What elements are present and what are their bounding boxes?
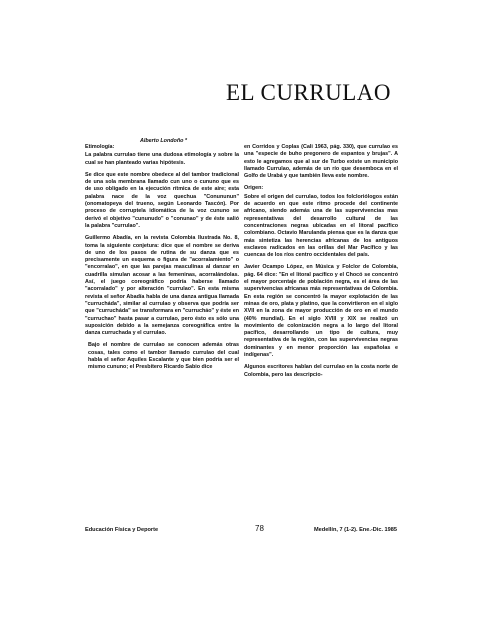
page-number: 78 bbox=[255, 524, 264, 533]
paragraph: Sobre el origen del currulao, todos los folcloriólogos están de acuerdo en que este ritmo procede del continente africano, siendo además una de las supervivencias mas representativas del desarrollo cultural de las concentraciones negras ubicadas en el litoral pacífico colombiano. Octavio Marulanda piensa que es la danza que más sintetiza las herencias africanas de los antiguos esclavos radicados en las orillas del Mar Pacífico y las cuencas de los ríos centro occidentales del país. bbox=[244, 193, 398, 259]
paragraph: en Corridos y Coplas (Cali 1963, pág. 330), que currulao es una "especie de buho pregonero de espantos y brujas". A esto le agregamos que al sur de Turbo existe un municipio llamado Currulao, además de un río que desemboca en el Golfo de Urabá y que también lleva este nombre. bbox=[244, 144, 398, 180]
paragraph: Javier Ocampo López, en Música y Folclor de Colombia, pág. 64 dice: "En el litoral pacífico y el Chocó se concentró el mayor porcentaje de población negra, es el área de las supervivencias africanas más representativas de Colombia. En esta región se concentró la mayor explotación de las minas de oro, plata y platino, que la convirtieron en el siglo XVII en la zona de mayor producción de oro en el mundo (40% mundial). En el siglo XVIII y XIX se realizó un movimiento de colonización negra a lo largo del litoral pacífico, desarrollando un tipo de cultura, muy representativa de la región, con las supervivencias negras dominantes y en menor proporción las españolas e indígenas". bbox=[244, 264, 398, 359]
section-heading: Origen: bbox=[244, 185, 264, 192]
left-column bbox=[85, 144, 239, 377]
article-title: EL CURRULAO bbox=[226, 80, 392, 105]
section-heading: Etimología: bbox=[85, 144, 115, 150]
paragraph: Guillermo Abadía, en la revista Colombia Ilustrada No. 8, toma la siguiente conjetura: dice que el nombre se deriva de uno de los pasos de rutina de su danza que es precisamente un esquema o figura de "acorralamiento" o "encorralao", en que las parejas masculinas al danzar en cuadrilla simulan acosar a las femeninas, acorralándolas. Así, el juego coreográfico podría haberse llamado "acorralado" y por alteración "currulao". En esta misma revista el señor Abadía habla de una danza antigua llamada "currucháda", similar al currulao y observa que podría ser que "currucháda" se transformara en "currucháo" y éste en "curruchao" hasta pasar a currulao, pero ésto es sólo una suposición debido a la semejanza coreográfica entre la danza curruchada y el currulao. bbox=[85, 235, 239, 337]
issue-info: Medellín, 7 (1-2). Ene.-Dic. 1985 bbox=[314, 527, 398, 533]
paragraph: Bajo el nombre de currulao se conocen además otras cosas, tales como el tambor llamado currulao del cual habla el señor Aquiles Escalante y que bien podría ser el mismo cununo; el Presbítero Ricardo Sabio dice bbox=[88, 342, 239, 371]
right-column bbox=[244, 144, 398, 384]
paragraph: Algunos escritores hablan del currulao en la costa norte de Colombia, pero las descripcio- bbox=[244, 364, 398, 378]
journal-name: Educación Física y Deporte bbox=[85, 527, 159, 533]
paragraph: Se dice que este nombre obedece al del tambor tradicional de una sola membrana llamado cun uno o cununo que es de uso obligado en la ejecución rítmica de este aire; esta palabra nace de la voz quechua "Conununun" (onomatopeya del trueno, según Leonardo Tascón). Por proceso de corruptela idiomática de la voz cununo se derivó el objetivo "cununudo" o "conunao" y de éste salió la palabra "currulao". bbox=[85, 171, 239, 229]
author-name: Alberto Londoño * bbox=[140, 138, 188, 144]
paragraph: La palabra currulao tiene una dudosa etimología y sobre la cual se han planteado varias hipótesis. bbox=[85, 152, 239, 166]
